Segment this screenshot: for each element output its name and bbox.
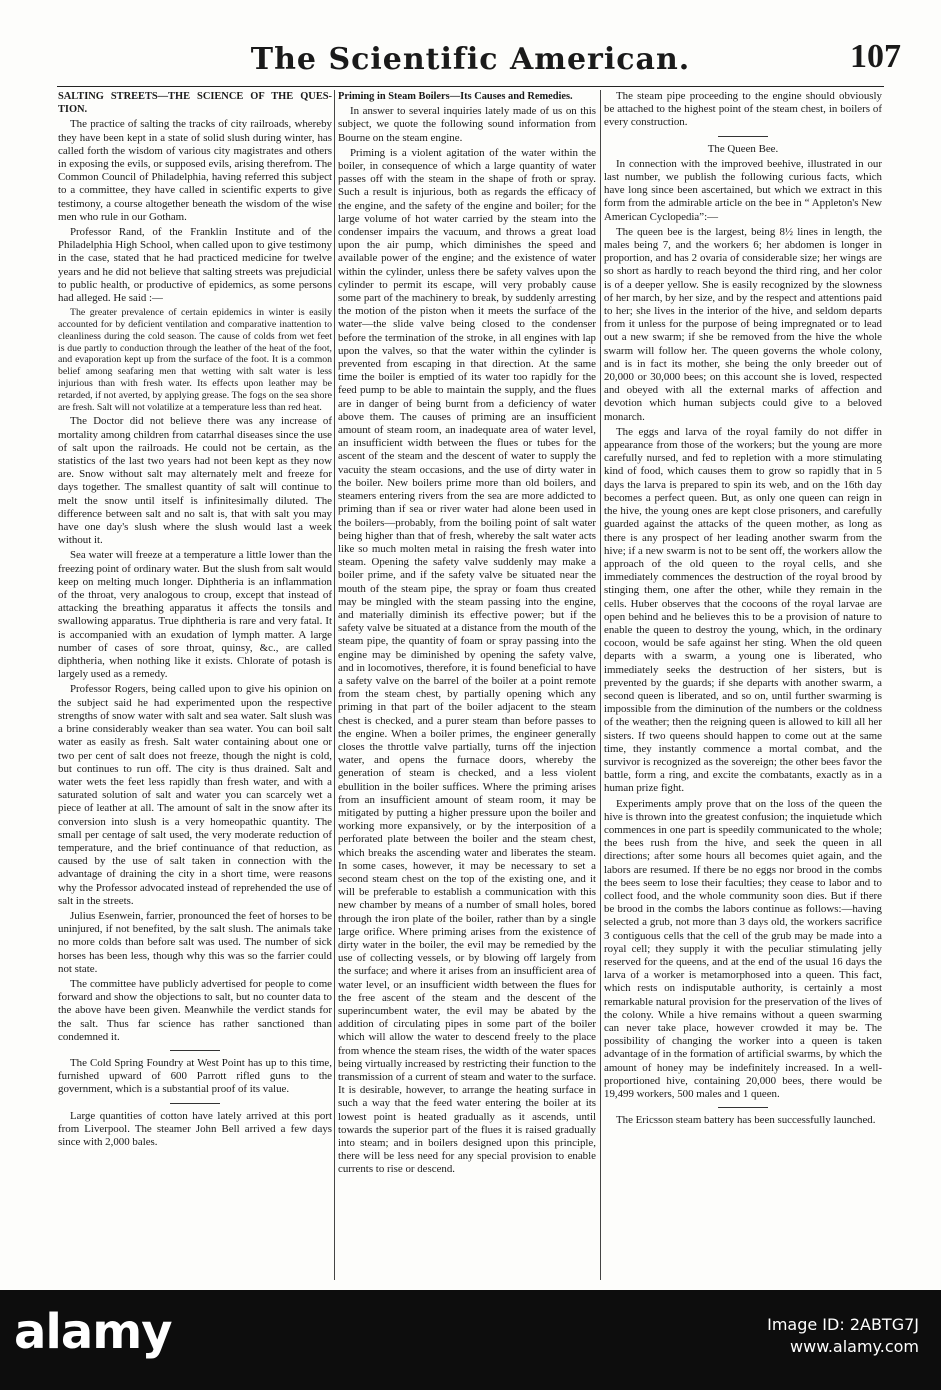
paragraph: Priming is a violent agitation of the water within the boiler, in consequence of which a large quantity of water passes off with the steam in the shape of froth or spray. Such a result is injurious, both as regards the efficacy of the engine, and the safety of the engine and boiler; for the large volume of hot water carried by the steam into the condenser impairs the vacuum, and throws a great load upon the air pump, which diminishes the speed and available power of the engine; and the existence of water within the cylinder, unless there be safety valves upon the cylinder to permit its escape, will very probably cause some part of the machinery to break, by suddenly arresting the motion of the piston when it meets the surface of the water—the slide valve being closed to the condenser before the termination of the stroke, in all engines with lap upon the valves, so that the water within the cylinder is prevented from escaping in that direction. At the same time the boiler is emptied of its water too rapidly for the feed pump to be able to maintain the supply, and the flues are in danger of being burnt from a deficiency of water above them. The causes of priming are an insufficient amount of steam room, an inadequate area of water level, an insufficient width between the flues or tubes for the ascent of the steam and the descent of water to supply the vacuity the steam occasions, and the use of dirty water in the boiler. New boilers prime more than old boilers, and steamers entering rivers from the sea are more addicted to priming than if sea or river water had alone been used in the boilers—probably, from the boiling point of salt water being higher than that of fresh, whereby the salt water acts like so much molten metal in raising the fresh water into steam. Opening the safety valve suddenly may make a boiler prime, and if the safety valve be situated near the mouth of the steam pipe, the spray or foam thus created may be mingled with the steam passing into the engine, and materially diminish its effective power; but if the safety valve be situated at a distance from the mouth of the steam pipe, the quantity of foam or spray passing into the engine may be diminished by opening the safety valve, and in locomotives, therefore, it is found beneficial to have a safety valve on the barrel of the boiler at a point remote from the steam chest, by partially opening which any priming in that part of the boiler adjacent to the steam chest is checked, and a purer steam than before passes to the engine. When a boiler primes, the engineer generally closes the throttle valve partially, turns off the injection water, and opens the furnace doors, whereby the generation of steam is checked, and a less violent ebullition in the boiler suffices. Where the priming arises from an insufficient amount of steam room, it may be mitigated by putting a higher pressure upon the boiler and working more expansively, or by the interposition of a perforated plate between the boiler and the steam chest, which breaks the ascending water and liberates the steam. In some cases, however, it may be necessary to set a second steam chest on the top of the existing one, and it will be preferable to establish a communication with this new chamber by means of a number of small holes, bored through the iron plate of the boiler, rather than by a single large orifice. Where priming arises from the existence of dirty water in the boiler, the evil may be remedied by the use of collecting vessels, or by blowing off largely from the surface; and where it arises from an insufficient area of water level, or an insufficient width between the flues for the free ascent of the steam and the descent of the superincumbent water, the evil may be abated by the addition of circulating pipes in some part of the boiler which will allow the water to descend freely to the place from whence the steam rises, the width of the water spaces being virtually increased by restricting their function to the transmission of a current of steam and water to the surface. It is desirable, however, to arrange the heating surface in such a way that the feed water entering the boiler at its lowest point is heated gradually as it ascends, until towards the superior part of the flues it is raised gradually into steam; and in boilers designed upon this principle, there will be less need for any special provision to enable currents to rise or descend. [338, 146, 596, 1176]
paragraph: Professor Rogers, being called upon to give his opinion on the subject said he had experimented upon the respective strengths of snow water with salt and sea water. Salt slush was a brine considerably weaker than sea water. You can boil salt water as easily as fresh. Salt water containing about one or two per cent of salt does not freeze, though the night is cold, but continues to run off. The city is thus drained. Salt and water wets the feet less rapidly than fresh water, and with a saturated solution of salt and water you can scarcely wet a piece of leather at all. The amount of salt in the snow after its conversion into slush is a very homeopathic quantity. The small per centage of salt used, the very moderate reduction of temperature, and the brief continuance of that reduction, as caused by the use of salt taken in connection with the advantage of draining the city in a short time, were reasons why the Professor advocated instead of reprehended the use of salt in the streets. [58, 683, 332, 907]
quoted-paragraph: The greater prevalence of certain epidemics in winter is easily accounted for by deficient ventilation and comparative inattention to cleanliness during the cold season. The cause of colds from wet feet is due partly to conduction through the leather of the heat of the foot, and evaporation kept up from the surface of the foot. It is a common belief among seafaring men that wetting with salt water is less injurious than with fresh water. Its effects upon leather may be retarded, if not averted, by applying grease. The fogs on the sea shore are fresh. Salt will not volatilize at a temperature less than red heat. [58, 307, 332, 413]
paragraph: The steam pipe proceeding to the engine should obviously be attached to the highest point of the steam chest, in boilers of every construction. [604, 90, 882, 129]
paragraph: In answer to several inquiries lately made of us on this subject, we quote the following sound information from Bourne on the steam engine. [338, 105, 596, 144]
paragraph: The Doctor did not believe there was any increase of mortality among children from catarrhal diseases since the use of salt upon the railroads. He could not be certain, as the statistics of the last two years had not been kept as they now are. Snow without salt may alternately melt and freeze for days together. The smallest quantity of salt will continue to melt the snow until itself is infinitesimally diluted. The difference between salt and no salt is, that with salt you may have one day's slush where the slush would last a week without it. [58, 415, 332, 547]
masthead [40, 38, 901, 82]
paragraph: The practice of salting the tracks of city railroads, whereby they have been kept in a state of solid slush during winter, has called forth the wisdom of various city magistrates and others in exposing the evils, or supposed evils, arising therefrom. The Common Council of Philadelphia, having referred this subject to a committee, they have called in scientific experts to give testimony, a course altogether beneath the wisdom of the wise men who rule in our Gotham. [58, 118, 332, 223]
paragraph: Sea water will freeze at a temperature a little lower than the freezing point of ordinary water. But the slush from salt would keep on melting much longer. Diphtheria is an inflammation of the throat, very analogous to croup, except that instead of attacking the breathing apparatus it affects the tonsils and swallowing apparatus. True diphtheria is rare and very fatal. It is accompanied with an exudation of lymph matter. A large number of cases of sore throat, quinsy, &c., are called diphtheria, when nothing like it exists. Chlorate of potash is largely used as a remedy. [58, 549, 332, 681]
column-divider [600, 90, 601, 1280]
paragraph: Large quantities of cotton have lately arrived at this port from Liverpool. The steamer John Bell arrived a few days since with 2,000 bales. [58, 1109, 332, 1148]
column-1 [58, 90, 332, 1285]
column-divider [334, 90, 335, 1280]
paragraph: The Cold Spring Foundry at West Point has up to this time, furnished upward of 600 Parrott rifled guns to the government, which is a substantial proof of its value. [58, 1056, 332, 1096]
image-credit [767, 1314, 919, 1358]
paragraph: Experiments amply prove that on the loss of the queen the hive is thrown into the greatest confusion; the inquietude which commences in one part is speedily communicated to the whole; the bees rush from the hive, and seek the queen in all directions; after some hours all becomes quiet again, and the labors are resumed. If there be no eggs nor brood in the combs the bees seem to lose their faculties; they cease to labor and to collect food, and the whole community soon dies. But if there be brood in the combs the labors continue as follows:—having selected a grub, not more than 3 days old, the workers sacrifice 3 contiguous cells that the cell of the grub may be made into a royal cell; they supply it with the peculiar stimulating jelly reserved for the queens, and at the end of the usual 16 days the larva of a worker is metamorphosed into a queen. This fact, which rests on indisputable authority, is certainly a most remarkable natural provision for the preservation of the lives of the colony. While a hive remains without a queen swarming can never take place, however crowded it may be. The possibility of changing the worker into a queen is taken advantage of in the formation of artificial swarms, by which the amount of honey may be indefinitely increased. In a well-proportioned hive, containing 20,000 bees, there would be 19,499 workers, 500 males and 1 queen. [604, 797, 882, 1101]
alamy-logo: alamy [14, 1304, 172, 1360]
publication-title: The Scientific American. [250, 42, 691, 77]
column-2 [338, 90, 596, 1285]
page-number: 107 [850, 38, 901, 75]
article-heading-salting-streets: SALTING STREETS—THE SCIENCE OF THE QUES- TION. [58, 91, 332, 116]
paragraph: The Ericsson steam battery has been successfully launched. [616, 1114, 876, 1127]
separator [718, 1107, 768, 1108]
image-id: Image ID: 2ABTG7J [767, 1315, 919, 1334]
header-rule [57, 86, 884, 87]
paragraph: Julius Esenwein, farrier, pronounced the feet of horses to be uninjured, if not benefited, by the salt slush. The animals take no more colds than before salt was used. The number of sick horses has been less, though why this was so the farrier could not state. [58, 909, 332, 975]
paragraph: In connection with the improved beehive, illustrated in our last number, we publish the following curious facts, which have long since been ascertained, but which we extract in this form from the admirable article on the bee in “ Appleton's New American Cyclopedia”:— [604, 157, 882, 223]
paragraph: The eggs and larva of the royal family do not differ in appearance from those of the workers; but the young are more carefully nursed, and fed to repletion with a more stimulating kind of food, which causes them to grow so rapidly that in 5 days the larva is prepared to spin its web, and on the 16th day becomes a perfect queen. But, as only one queen can reign in the hive, the young ones are kept close prisoners, and carefully guarded against the attacks of the queen mother, as long as there is any prospect of her leading another swarm from the hive; if a new swarm is not to be sent off, the workers allow the approach of the old queen to the royal cells, and she immediately commences the destruction of the royal brood by stinging them, one after the other, while they remain in the cells. Huber observes that the cocoons of the royal larvae are open behind and he believes this to be a provision of nature to enable the queen to destroy the young, which, in the ordinary cocoon, would be safe against her sting. When the old queen departs with a swarm, a young one is liberated, who immediately seeks the destruction of her sisters, but is prevented by the guards; if she departs with another swarm, a second queen is liberated, and so on, until further swarming is impossible from the diminution of the numbers or the coldness of the weather; then the reigning queen is allowed to kill all her sisters. If two queens should happen to come out at the same time, they instantly commence a mortal combat, and the survivor is recognized as the sovereign; the other bees favor the battle, form a ring, and excite the combatants, exactly as in a human prize fight. [604, 425, 882, 795]
paragraph: The queen bee is the largest, being 8½ lines in length, the males being 7, and the workers 6; her abdomen is longer in proportion, and has 2 ovaria of considerable size; her wings are so short as hardly to reach beyond the third ring, and her color is of a deeper yellow. She is easily recognized by the slowness of her march, by her size, and by the respect and attentions paid to her; she lives in the interior of the hive, and seldom departs from it unless for the purpose of being impregnated or to lead out a new swarm; if she be removed from the hive the whole swarm will follow her. The queen governs the whole colony, and is in fact its mother, she being the only breeder out of 20,000 or 30,000 bees; on this account she is loved, respected and obeyed with all the external marks of affection and devotion which human subjects could give to a beloved monarch. [604, 225, 882, 423]
article-heading-priming: Priming in Steam Boilers—Its Causes and Remedies. [338, 91, 573, 102]
paragraph: The committee have publicly advertised for people to come forward and show the objections to salt, but no counter data to the above have been given. Meanwhile the verdict stands for the salt. Thus far science has rather sanctioned than condemned it. [58, 977, 332, 1043]
article-heading-queen-bee: The Queen Bee. [707, 142, 779, 155]
site-url: www.alamy.com [790, 1337, 919, 1356]
separator [170, 1050, 220, 1051]
separator [718, 136, 768, 137]
column-3 [604, 90, 882, 1285]
paragraph: Professor Rand, of the Franklin Institute and of the Philadelphia High School, when called upon to give testimony in the case, stated that he had practiced medicine for twelve years and he did not believe that salting streets was prejudicial to public health, or productive of epidemics, as some persons had alleged. He said :— [58, 226, 332, 305]
watermark-footer [0, 1290, 941, 1390]
separator [170, 1103, 220, 1104]
